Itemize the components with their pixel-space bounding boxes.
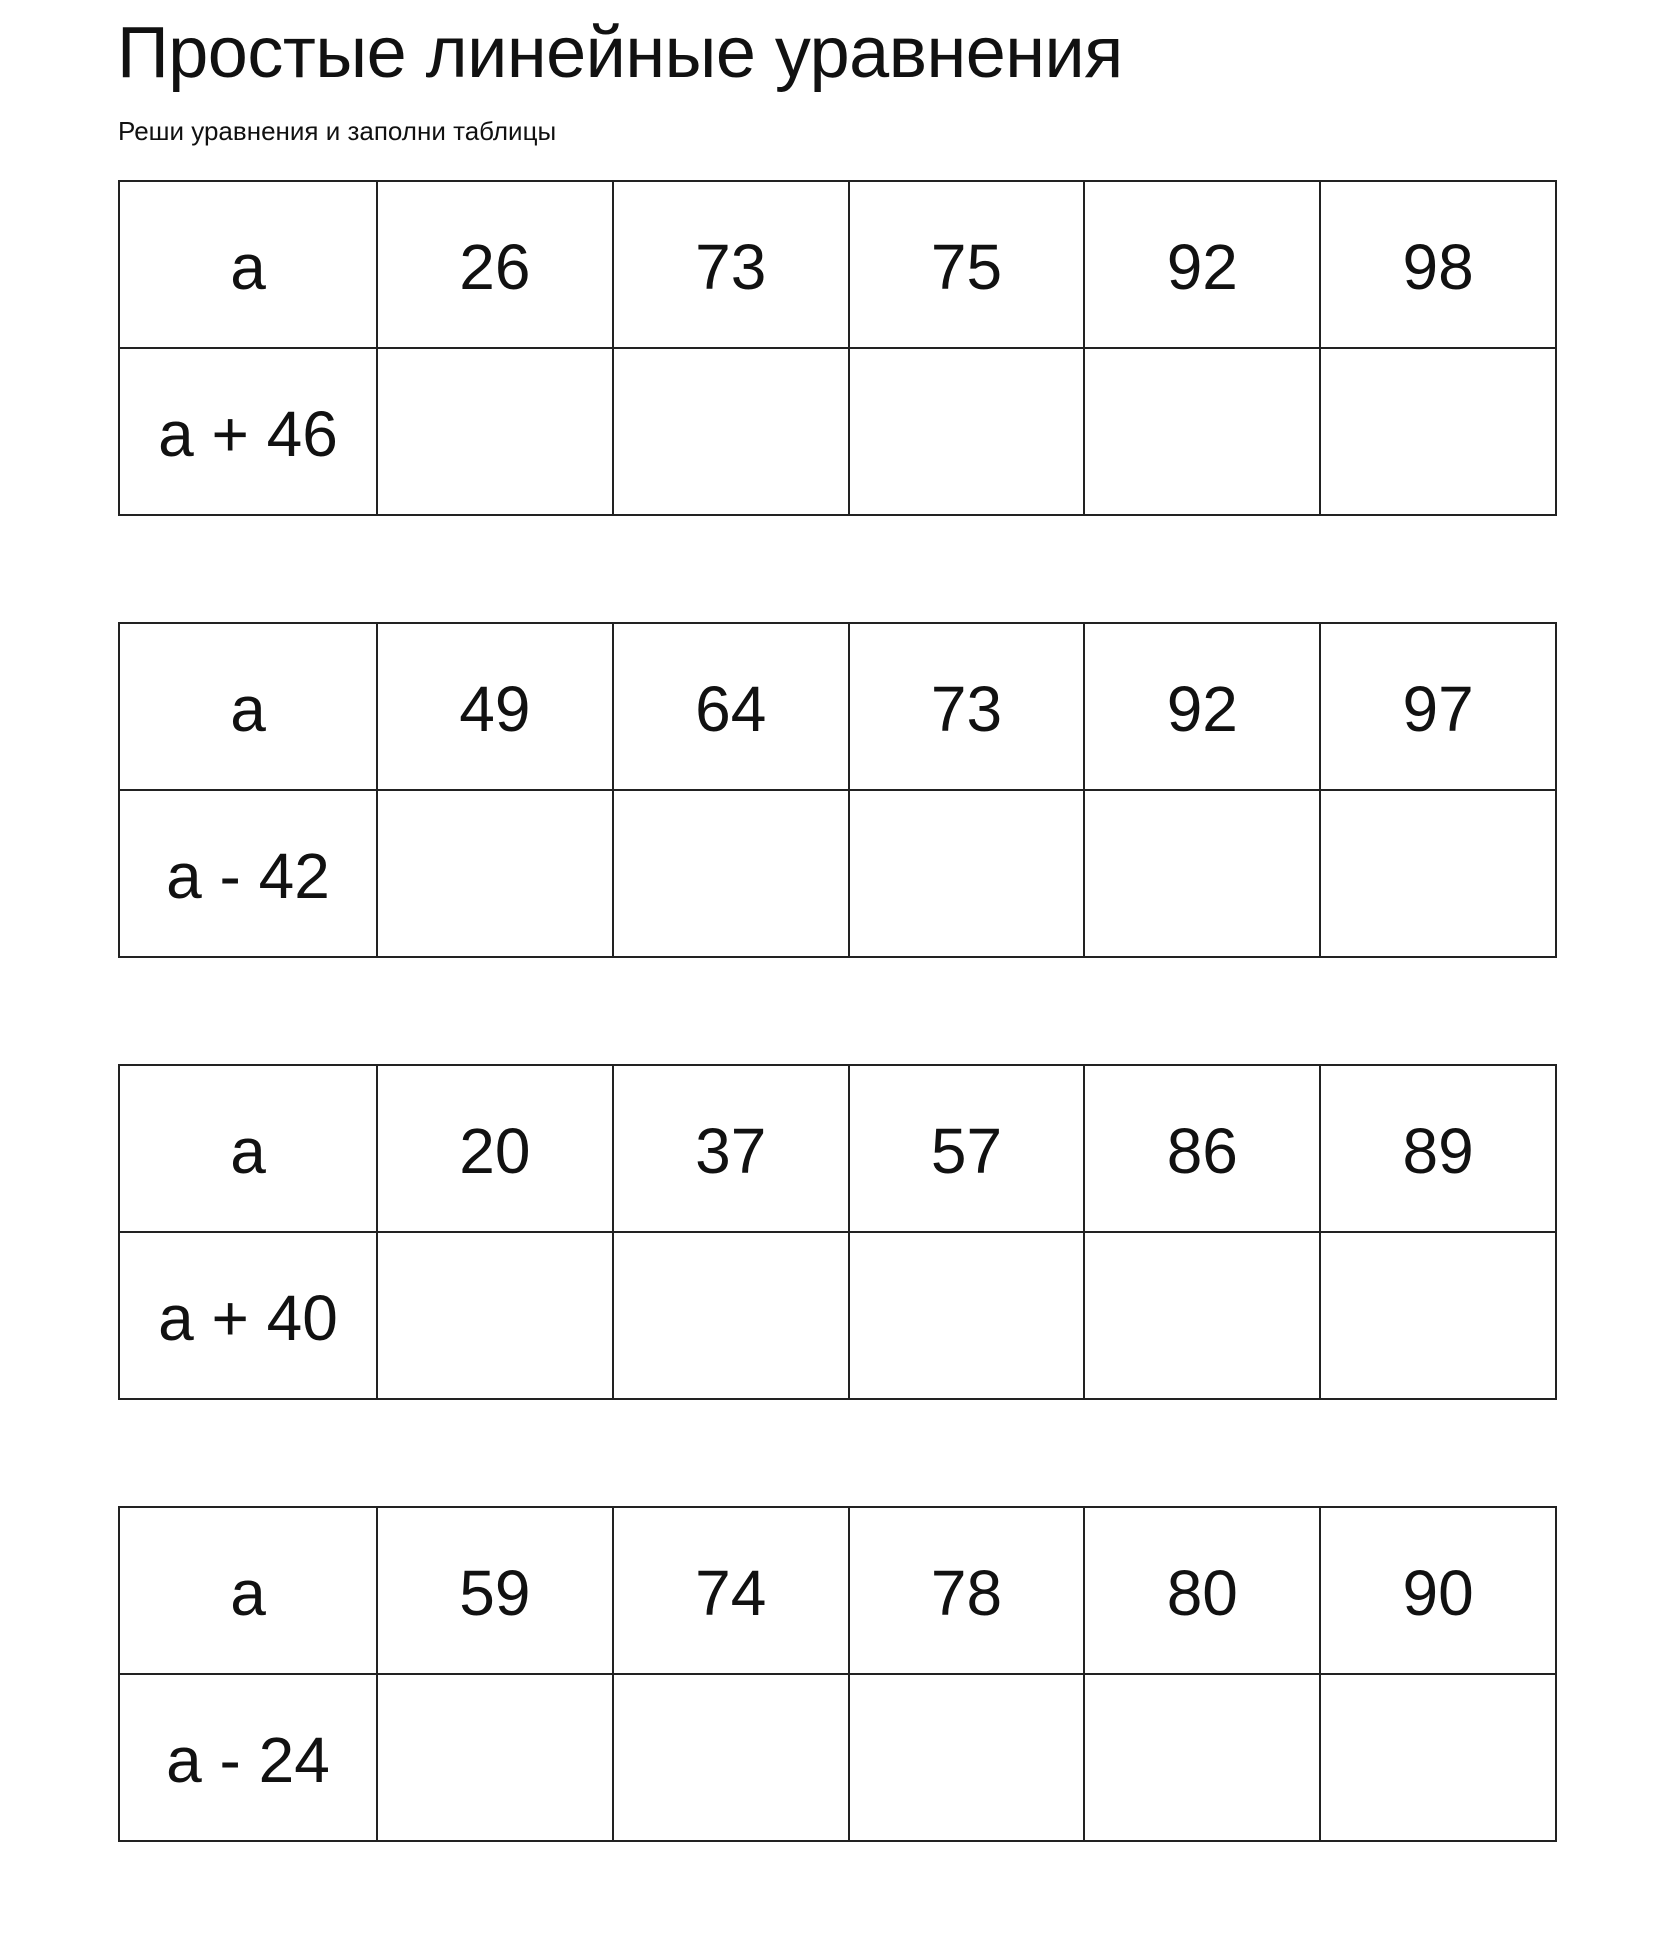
value-cell: 78 bbox=[849, 1507, 1085, 1674]
answer-cell[interactable] bbox=[1084, 1232, 1320, 1399]
value-cell: 97 bbox=[1320, 623, 1556, 790]
equation-tables bbox=[118, 180, 1555, 1948]
value-cell: 89 bbox=[1320, 1065, 1556, 1232]
value-cell: 86 bbox=[1084, 1065, 1320, 1232]
table-row-values bbox=[119, 1507, 1556, 1674]
value-cell: 98 bbox=[1320, 181, 1556, 348]
expression-label: a - 42 bbox=[119, 790, 377, 957]
table-row-values bbox=[119, 1065, 1556, 1232]
answer-cell[interactable] bbox=[377, 348, 613, 515]
variable-label: a bbox=[119, 1507, 377, 1674]
table-row-values bbox=[119, 623, 1556, 790]
value-cell: 90 bbox=[1320, 1507, 1556, 1674]
answer-cell[interactable] bbox=[1084, 1674, 1320, 1841]
expression-label: a - 24 bbox=[119, 1674, 377, 1841]
table-row-answers bbox=[119, 790, 1556, 957]
answer-cell[interactable] bbox=[1320, 348, 1556, 515]
answer-cell[interactable] bbox=[849, 348, 1085, 515]
value-cell: 26 bbox=[377, 181, 613, 348]
equation-table-1 bbox=[118, 180, 1557, 516]
equation-table-3 bbox=[118, 1064, 1557, 1400]
expression-label: a + 46 bbox=[119, 348, 377, 515]
equation-table-4 bbox=[118, 1506, 1557, 1842]
value-cell: 59 bbox=[377, 1507, 613, 1674]
answer-cell[interactable] bbox=[1320, 1232, 1556, 1399]
answer-cell[interactable] bbox=[613, 1674, 849, 1841]
table-row-answers bbox=[119, 1674, 1556, 1841]
value-cell: 57 bbox=[849, 1065, 1085, 1232]
value-cell: 75 bbox=[849, 181, 1085, 348]
answer-cell[interactable] bbox=[613, 790, 849, 957]
value-cell: 20 bbox=[377, 1065, 613, 1232]
table-row-values bbox=[119, 181, 1556, 348]
answer-cell[interactable] bbox=[849, 1232, 1085, 1399]
table-row-answers bbox=[119, 1232, 1556, 1399]
answer-cell[interactable] bbox=[613, 1232, 849, 1399]
value-cell: 74 bbox=[613, 1507, 849, 1674]
variable-label: a bbox=[119, 181, 377, 348]
answer-cell[interactable] bbox=[377, 1674, 613, 1841]
answer-cell[interactable] bbox=[1320, 790, 1556, 957]
equation-table-2 bbox=[118, 622, 1557, 958]
answer-cell[interactable] bbox=[377, 1232, 613, 1399]
value-cell: 64 bbox=[613, 623, 849, 790]
answer-cell[interactable] bbox=[377, 790, 613, 957]
page-subtitle: Реши уравнения и заполни таблицы bbox=[118, 116, 557, 146]
page-title: Простые линейные уравнения bbox=[117, 13, 1123, 93]
value-cell: 37 bbox=[613, 1065, 849, 1232]
value-cell: 73 bbox=[613, 181, 849, 348]
answer-cell[interactable] bbox=[849, 790, 1085, 957]
variable-label: a bbox=[119, 623, 377, 790]
value-cell: 73 bbox=[849, 623, 1085, 790]
value-cell: 92 bbox=[1084, 181, 1320, 348]
value-cell: 92 bbox=[1084, 623, 1320, 790]
answer-cell[interactable] bbox=[1084, 790, 1320, 957]
table-row-answers bbox=[119, 348, 1556, 515]
value-cell: 49 bbox=[377, 623, 613, 790]
variable-label: a bbox=[119, 1065, 377, 1232]
answer-cell[interactable] bbox=[1084, 348, 1320, 515]
answer-cell[interactable] bbox=[613, 348, 849, 515]
value-cell: 80 bbox=[1084, 1507, 1320, 1674]
answer-cell[interactable] bbox=[849, 1674, 1085, 1841]
expression-label: a + 40 bbox=[119, 1232, 377, 1399]
answer-cell[interactable] bbox=[1320, 1674, 1556, 1841]
